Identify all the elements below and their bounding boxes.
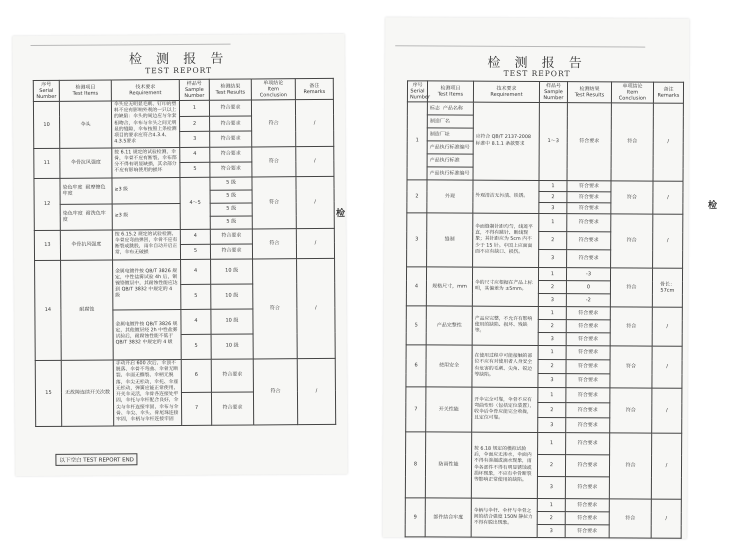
item-conclusion: 符合 xyxy=(609,499,651,538)
report-title: 检 测 报 告 xyxy=(128,51,229,68)
test-item xyxy=(60,178,112,204)
test-result: 符合要求 xyxy=(567,203,611,214)
test-result: 符合要求 xyxy=(565,477,609,499)
table-row xyxy=(34,146,334,163)
test-result: 10 级 xyxy=(211,309,253,334)
test-result: 10 级 xyxy=(211,334,253,359)
test-result: 5 级 xyxy=(210,190,252,203)
header-row xyxy=(33,78,333,101)
test-result: 符合要求 xyxy=(567,103,611,181)
serial-number: 3 xyxy=(407,213,427,267)
column-header: 检测项目 Test Items xyxy=(59,80,111,101)
sample-number: 2 xyxy=(538,281,566,294)
column-header: 样品号 Sample Number xyxy=(179,79,209,100)
serial-number: 1 xyxy=(407,102,427,180)
test-result: 5 级 xyxy=(210,216,252,229)
sample-number: 7 xyxy=(181,392,211,425)
sample-number: 3 xyxy=(537,477,565,499)
table-row xyxy=(406,432,682,455)
serial-number: 13 xyxy=(34,230,60,260)
item-conclusion: 符合 xyxy=(252,176,296,228)
test-result: 符合要求 xyxy=(210,147,252,162)
test-item: 无故障连续开关次数 xyxy=(61,360,113,426)
sample-number: 4～5 xyxy=(180,177,210,229)
column-header: 技术要求 Requirement xyxy=(473,81,539,102)
test-item-sub: 制造厂址 xyxy=(429,131,450,138)
column-header: 技术要求 Requirement xyxy=(111,80,179,101)
table-row xyxy=(406,345,682,360)
requirement: 外观清洁无污渍、铁锈。 xyxy=(473,180,539,213)
sample-number: 3 xyxy=(537,525,565,538)
test-result: 10 级 xyxy=(211,259,253,284)
sample-number: 3 xyxy=(538,294,566,307)
test-result: 符合要求 xyxy=(566,374,610,388)
report-title: 检 测 报 告 xyxy=(487,55,587,72)
test-result: 符合要求 xyxy=(210,116,252,132)
sample-number: 1 xyxy=(539,181,567,192)
serial-number: 12 xyxy=(34,178,60,230)
remark: / xyxy=(295,99,333,146)
remark: / xyxy=(652,346,682,388)
table-row xyxy=(35,258,335,285)
table-row xyxy=(34,176,334,191)
test-item: 防雨性能 xyxy=(425,432,471,498)
sample-number: 4 xyxy=(181,259,211,284)
requirement: 伞柄与伞杆、伞杆与伞骨之间的结合强度 150N 静拉力不得有脱出现象。 xyxy=(471,498,537,537)
item-conclusion: 符合 xyxy=(610,388,652,433)
end-note: 以下空白 TEST REPORT END xyxy=(55,453,138,466)
test-result: 5 级 xyxy=(210,177,252,190)
table-row xyxy=(407,213,683,232)
test-item-sub: 耐摩擦色牢度 xyxy=(62,184,106,197)
serial-number: 8 xyxy=(405,432,425,498)
column-header: 检测项目 Test Items xyxy=(427,81,473,102)
report-page-left xyxy=(12,34,347,476)
requirement: 手动开启 600 次后，伞顶不脱落、伞骨不弯曲、伞骨无断裂、伞面无撕裂、伞柄无脱落，伞尖无松动，伞托、伞座无松动，弹簧应能正常使用，开关伞灵活，伞骨各连接处牢固，伞托与伞杆配合良好，伞尖与伞杆连接牢固，伞布与伞骨、伞尖、伞头、骨尾珠连接牢固，伞柄与伞杆连接牢固 xyxy=(113,359,181,425)
test-item xyxy=(427,141,473,154)
test-result: 符合要求 xyxy=(566,320,610,333)
test-result: 符合要求 xyxy=(566,418,610,433)
report-subtitle: TEST REPORT xyxy=(145,65,213,76)
serial-number: 15 xyxy=(35,360,61,426)
remark: 骨长：57cm xyxy=(652,268,682,307)
test-item xyxy=(427,102,473,115)
test-result: 符合要求 xyxy=(565,525,609,538)
sample-number: 3 xyxy=(538,418,566,433)
report-table-right xyxy=(405,80,684,538)
sample-number: 3 xyxy=(539,203,567,214)
test-item-group: 染色牢度 xyxy=(62,184,83,191)
sample-number: 1 xyxy=(538,388,566,403)
sample-number: 3 xyxy=(539,250,567,268)
test-item: 伞骨抗风强度 xyxy=(60,230,112,260)
remark: / xyxy=(296,176,334,228)
sample-number: 2 xyxy=(538,320,566,333)
test-item-sub: 产品名称 xyxy=(442,105,463,112)
table-row xyxy=(35,358,335,393)
test-item xyxy=(427,128,473,141)
column-header: 序号 Serial Number xyxy=(407,81,427,102)
remark: / xyxy=(652,307,682,346)
test-item: 产品完整性 xyxy=(426,306,472,345)
serial-number: 11 xyxy=(34,148,60,178)
test-result: 5 级 xyxy=(210,203,252,216)
test-item xyxy=(60,204,112,230)
item-conclusion: 符合 xyxy=(253,358,297,424)
test-item-sub: 产品执行标准编号 xyxy=(429,170,470,177)
serial-number: 2 xyxy=(407,180,427,213)
table-row xyxy=(407,180,683,192)
remark: / xyxy=(653,103,683,181)
serial-number: 14 xyxy=(35,260,62,360)
test-result: -3 xyxy=(566,268,610,281)
sample-number: 5 xyxy=(181,334,211,359)
column-header: 序号 Serial Number xyxy=(33,80,59,101)
test-item-sub: 制造厂名 xyxy=(429,118,450,125)
test-result: 符合要求 xyxy=(567,250,611,268)
test-item-group: 标志 xyxy=(429,105,440,112)
sample-number: 2 xyxy=(538,403,566,418)
test-result: 符合要求 xyxy=(565,499,609,512)
header-rule xyxy=(31,44,231,46)
sample-number: 1 xyxy=(538,268,566,281)
test-item: 伞骨抗风强度 xyxy=(60,148,112,178)
margin-mark-right: 检 xyxy=(708,201,718,211)
column-header: 单项结论 Item Conclusion xyxy=(611,82,653,103)
test-item xyxy=(427,154,473,167)
test-item: 伞头 xyxy=(59,101,111,148)
sample-number: 5 xyxy=(180,244,210,259)
remark: / xyxy=(652,388,682,433)
sample-number: 1 xyxy=(538,307,566,320)
sample-number: 3 xyxy=(538,333,566,346)
test-result: 符合要求 xyxy=(566,333,610,346)
test-result: 符合要求 xyxy=(566,307,610,320)
requirement: 应符合 QB/T 2137-2008 标准中 8.1.1 条款要求 xyxy=(473,102,539,180)
test-result: 符合要求 xyxy=(565,455,609,477)
remark: / xyxy=(297,358,335,424)
test-item: 规格尺寸，mm xyxy=(426,267,472,306)
item-conclusion: 符合 xyxy=(611,214,653,268)
report-table-left xyxy=(33,78,336,427)
column-header: 检测结果 Test Results xyxy=(209,79,251,100)
requirement: 伞的尺寸应根据在产品上标明，其偏差为 ±5mm。 xyxy=(472,267,538,306)
requirement: 伞面缝制针距均匀，线迹平直，不得有跳针、断线现象；其针距应为 5cm 内不少于 15 针。中国上应面面面不应有缺口、损伤。 xyxy=(473,213,539,267)
requirement: 开伞完全可靠，伞骨不应有弯曲变形（包括定位装置），收伞后伞骨应能完全收拢，且定位可靠。 xyxy=(472,387,538,432)
sample-number: 4 xyxy=(180,147,210,162)
sample-number: 3 xyxy=(538,374,566,388)
column-header: 检测结果 Test Results xyxy=(567,82,611,103)
sample-number: 5 xyxy=(180,162,210,177)
report-subtitle: TEST REPORT xyxy=(503,68,571,79)
column-header: 样品号 Sample Number xyxy=(539,82,567,103)
sample-number: 1 xyxy=(179,100,209,116)
serial-number: 9 xyxy=(405,498,425,537)
test-result: 符合要求 xyxy=(210,162,252,177)
requirement: 产品应完整，不允许有影响使用的缺陷、损坏、残缺等。 xyxy=(472,306,538,345)
test-result: 符合要求 xyxy=(209,100,251,116)
item-conclusion: 符合 xyxy=(610,346,652,388)
serial-number: 7 xyxy=(406,387,426,432)
margin-mark-left: 检 xyxy=(336,209,346,219)
serial-number: 4 xyxy=(406,267,426,306)
test-item-sub: 产品执行标准编号 xyxy=(429,144,470,151)
item-conclusion: 符合 xyxy=(253,258,298,358)
test-result: 符合要求 xyxy=(567,192,611,203)
item-conclusion: 符合 xyxy=(251,100,295,147)
test-result: 符合要求 xyxy=(567,232,611,250)
requirement: 伞头应无明显毛刺、钉印的塑料不应有影响外观的一只以上的缺陷：伞头的周边应与伞套相吻合，伞布与伞头之间无明显的缝隙，伞布按照上条检测项目的要求应符合4.3.4、4.3.5要求 xyxy=(111,101,179,148)
sample-number: 2 xyxy=(537,512,565,525)
table-row xyxy=(33,99,333,117)
remark: / xyxy=(651,433,681,499)
test-item-sub: 产品执行标准 xyxy=(429,157,460,164)
requirement: 金属电镀件按 QB/T 3826 规定，其他镀层经 2h 中性盐雾试验后，耐腐蚀性能不低于 QB/T 3832 中规定的 4 级 xyxy=(113,309,181,359)
sample-number: 5 xyxy=(181,284,211,309)
item-conclusion: 符合 xyxy=(611,103,653,181)
test-result: -2 xyxy=(566,294,610,307)
report-page-right xyxy=(383,17,690,539)
item-conclusion: 符合 xyxy=(610,268,652,307)
sample-number: 2 xyxy=(539,192,567,203)
remark: / xyxy=(296,146,334,176)
requirement: 在使用过程中可能接触的部位不应有对使用者人身安全有危害的毛刺、尖角、锐边等缺陷。 xyxy=(472,345,538,387)
test-result: 符合要求 xyxy=(210,131,252,147)
remark: / xyxy=(653,181,683,214)
sample-number: 1 xyxy=(538,433,566,455)
sample-number: 2 xyxy=(538,360,566,374)
test-result: 符合要求 xyxy=(566,360,610,374)
test-item xyxy=(427,115,473,128)
test-result: 符合要求 xyxy=(566,388,610,403)
requirement: ≥3 级 xyxy=(112,177,180,203)
table-row xyxy=(406,387,682,403)
header-row xyxy=(407,81,683,103)
remark: / xyxy=(296,228,334,258)
requirement: 金属电镀件按 QB/T 3826 规定，中性盐雾试验 4h 后，铜镍铬镀层中，其耐蚀性能应达到 QB/T 3832 中规定的 4 级 xyxy=(113,259,181,309)
test-item: 耐腐蚀 xyxy=(61,260,114,360)
sample-number: 1 xyxy=(538,346,566,360)
test-result: 符合要求 xyxy=(211,359,253,392)
item-conclusion: 符合 xyxy=(611,181,653,214)
test-result: 符合要求 xyxy=(566,346,610,360)
item-conclusion: 符合 xyxy=(252,228,296,258)
test-result: 符合要求 xyxy=(566,403,610,418)
sample-number: 6 xyxy=(181,359,211,392)
remark: / xyxy=(297,258,336,358)
item-conclusion: 符合 xyxy=(252,146,296,176)
sample-number: 1 xyxy=(539,214,567,232)
requirement: ≥3 级 xyxy=(112,203,180,229)
test-result: 符合要求 xyxy=(211,392,253,425)
sample-number: 2 xyxy=(180,116,210,132)
test-result: 符合要求 xyxy=(567,214,611,232)
item-conclusion: 符合 xyxy=(609,433,651,499)
test-item-group: 染色牢度 xyxy=(62,210,83,217)
item-conclusion: 符合 xyxy=(610,307,652,346)
test-result: 符合要求 xyxy=(566,433,610,455)
test-result: 符合要求 xyxy=(210,229,252,244)
remark: / xyxy=(651,499,681,538)
test-item: 开关性能 xyxy=(426,387,472,432)
table-row xyxy=(406,306,682,320)
column-header: 备注 Remarks xyxy=(295,78,333,99)
header-rule xyxy=(395,45,645,47)
test-result: 符合要求 xyxy=(565,512,609,525)
table-row xyxy=(405,498,681,512)
sample-number: 4 xyxy=(181,309,211,334)
test-item xyxy=(427,167,473,180)
test-result: 符合要求 xyxy=(210,244,252,259)
sample-number: 4 xyxy=(180,229,210,244)
column-header: 备注 Remarks xyxy=(653,82,683,103)
sample-number: 3 xyxy=(180,131,210,147)
test-item: 部件结合牢度 xyxy=(425,498,471,537)
sample-number: 1 xyxy=(537,499,565,512)
requirement: 按 6.11 规定的试验检测，伞骨，伞骨不应有断裂，伞布部分不得有明显缺损，其余部分不应有影响使用的损坏 xyxy=(112,147,180,177)
requirement: 按 6.15.2 规定的试验检测，伞骨应弯曲弹回，伞骨不应有断裂或跳股，雨伞自动开启正常，伞布无破损 xyxy=(112,229,180,259)
table-row xyxy=(406,267,682,281)
serial-number: 10 xyxy=(33,101,59,148)
sample-number: 2 xyxy=(539,232,567,250)
test-item: 缝制 xyxy=(427,213,473,267)
column-header: 单项结论 Item Conclusion xyxy=(251,79,295,100)
test-result: 0 xyxy=(566,281,610,294)
test-result: 10 级 xyxy=(211,284,253,309)
serial-number: 6 xyxy=(406,345,426,387)
test-item: 外观 xyxy=(427,180,473,213)
test-item-sub: 耐洗色牢度 xyxy=(62,210,106,223)
remark: / xyxy=(653,214,683,268)
sample-number: 2 xyxy=(537,455,565,477)
table-row xyxy=(34,228,334,245)
requirement: 按 6.18 规定的模拟试验后，伞面应无渗水，伞面内不得有渗漏或滴水现象，雨伞各部件不得有明显锈蚀或损坏现象，不应有伞骨断裂等影响正常使用的缺陷。 xyxy=(471,432,537,498)
test-item: 使用安全 xyxy=(426,345,472,387)
test-result: 符合要求 xyxy=(567,181,611,192)
sample-number: 1～3 xyxy=(539,103,567,181)
serial-number: 5 xyxy=(406,306,426,345)
